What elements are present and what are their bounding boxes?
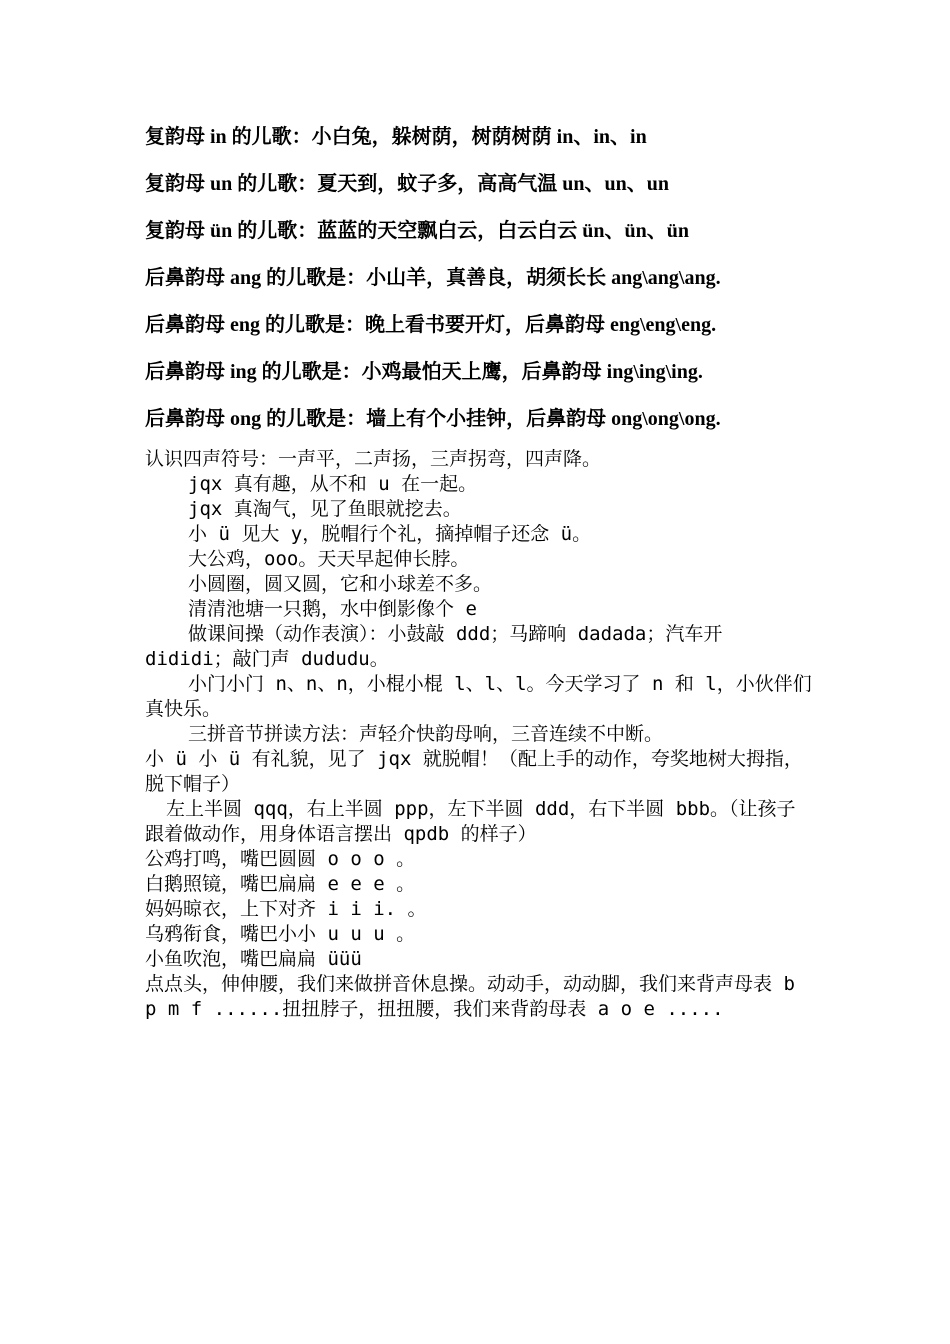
document-page	[145, 118, 813, 1022]
paragraph-polite-u: 小 ü 小 ü 有礼貌，见了 jqx 就脱帽！（配上手的动作，夸奖地树大拇指，脱下帽子）	[145, 748, 803, 795]
song-line-un: 复韵母 un 的儿歌：夏天到，蚊子多，高高气温 un、un、un	[145, 173, 669, 195]
rhyme-songs	[145, 118, 813, 447]
paragraph-u: 乌鸦衔食，嘴巴小小 u u u 。	[145, 923, 416, 945]
paragraph-e: 白鹅照镜，嘴巴扁扁 e e e 。	[145, 873, 416, 895]
paragraph-tones: 认识四声符号：一声平，二声扬，三声拐弯，四声降。	[145, 448, 602, 470]
song-line-ang: 后鼻韵母 ang 的儿歌是：小山羊，真善良，胡须长长 ang\ang\ang.	[145, 267, 721, 289]
paragraph-small-u: 小 ü 见大 y，脱帽行个礼，摘掉帽子还念 ü。	[188, 523, 592, 545]
paragraph-rooster: 大公鸡，ooo。天天早起伸长脖。	[188, 548, 470, 570]
song-line-in: 复韵母 in 的儿歌：小白兔，躲树荫，树荫树荫 in、in、in	[145, 126, 647, 148]
paragraph-rest-exercise: 点点头，伸伸腰，我们来做拼音休息操。动动手，动动脚，我们来背声母表 b p m f ......扭扭脖子，扭扭腰，我们来背韵母表 a o e .....	[145, 973, 795, 1020]
song-line-eng: 后鼻韵母 eng 的儿歌是：晚上看书要开灯，后鼻韵母 eng\eng\eng.	[145, 314, 717, 336]
paragraph-v: 小鱼吹泡，嘴巴扁扁 üüü	[145, 948, 362, 970]
paragraph-qpdb: 左上半圆 qqq，右上半圆 ppp，左下半圆 ddd，右下半圆 bbb。（让孩子跟着做动作，用身体语言摆出 qpdb 的样子）	[145, 798, 796, 845]
song-line-ong: 后鼻韵母 ong 的儿歌是：墙上有个小挂钟，后鼻韵母 ong\ong\ong.	[145, 408, 721, 430]
paragraph-i: 妈妈晾衣，上下对齐 i i i. 。	[145, 898, 427, 920]
paragraph-circle: 小圆圈，圆又圆，它和小球差不多。	[188, 573, 493, 595]
paragraph-three-syllable: 三拼音节拼读方法：声轻介快韵母响，三音连续不中断。	[188, 723, 664, 745]
paragraph-jqx-1: jqx 真有趣，从不和 u 在一起。	[188, 473, 478, 495]
paragraph-jqx-2: jqx 真淘气，见了鱼眼就挖去。	[188, 498, 462, 520]
paragraph-goose: 清清池塘一只鹅，水中倒影像个 e	[188, 598, 477, 620]
song-line-ing: 后鼻韵母 ing 的儿歌是：小鸡最怕天上鹰，后鼻韵母 ing\ing\ing.	[145, 361, 703, 383]
paragraph-exercise: 做课间操（动作表演）：小鼓敲 ddd；马蹄响 dadada；汽车开 dididi；敲门声 dududu。	[145, 623, 723, 670]
pinyin-rhymes	[145, 447, 813, 1022]
song-line-vn: 复韵母 ün 的儿歌：蓝蓝的天空飘白云，白云白云 ün、ün、ün	[145, 220, 689, 242]
paragraph-o: 公鸡打鸣，嘴巴圆圆 o o o 。	[145, 848, 416, 870]
paragraph-n-l: 小门小门 n、n、n，小棍小棍 l、l、l。今天学习了 n 和 l，小伙伴们真快乐。	[145, 673, 812, 720]
